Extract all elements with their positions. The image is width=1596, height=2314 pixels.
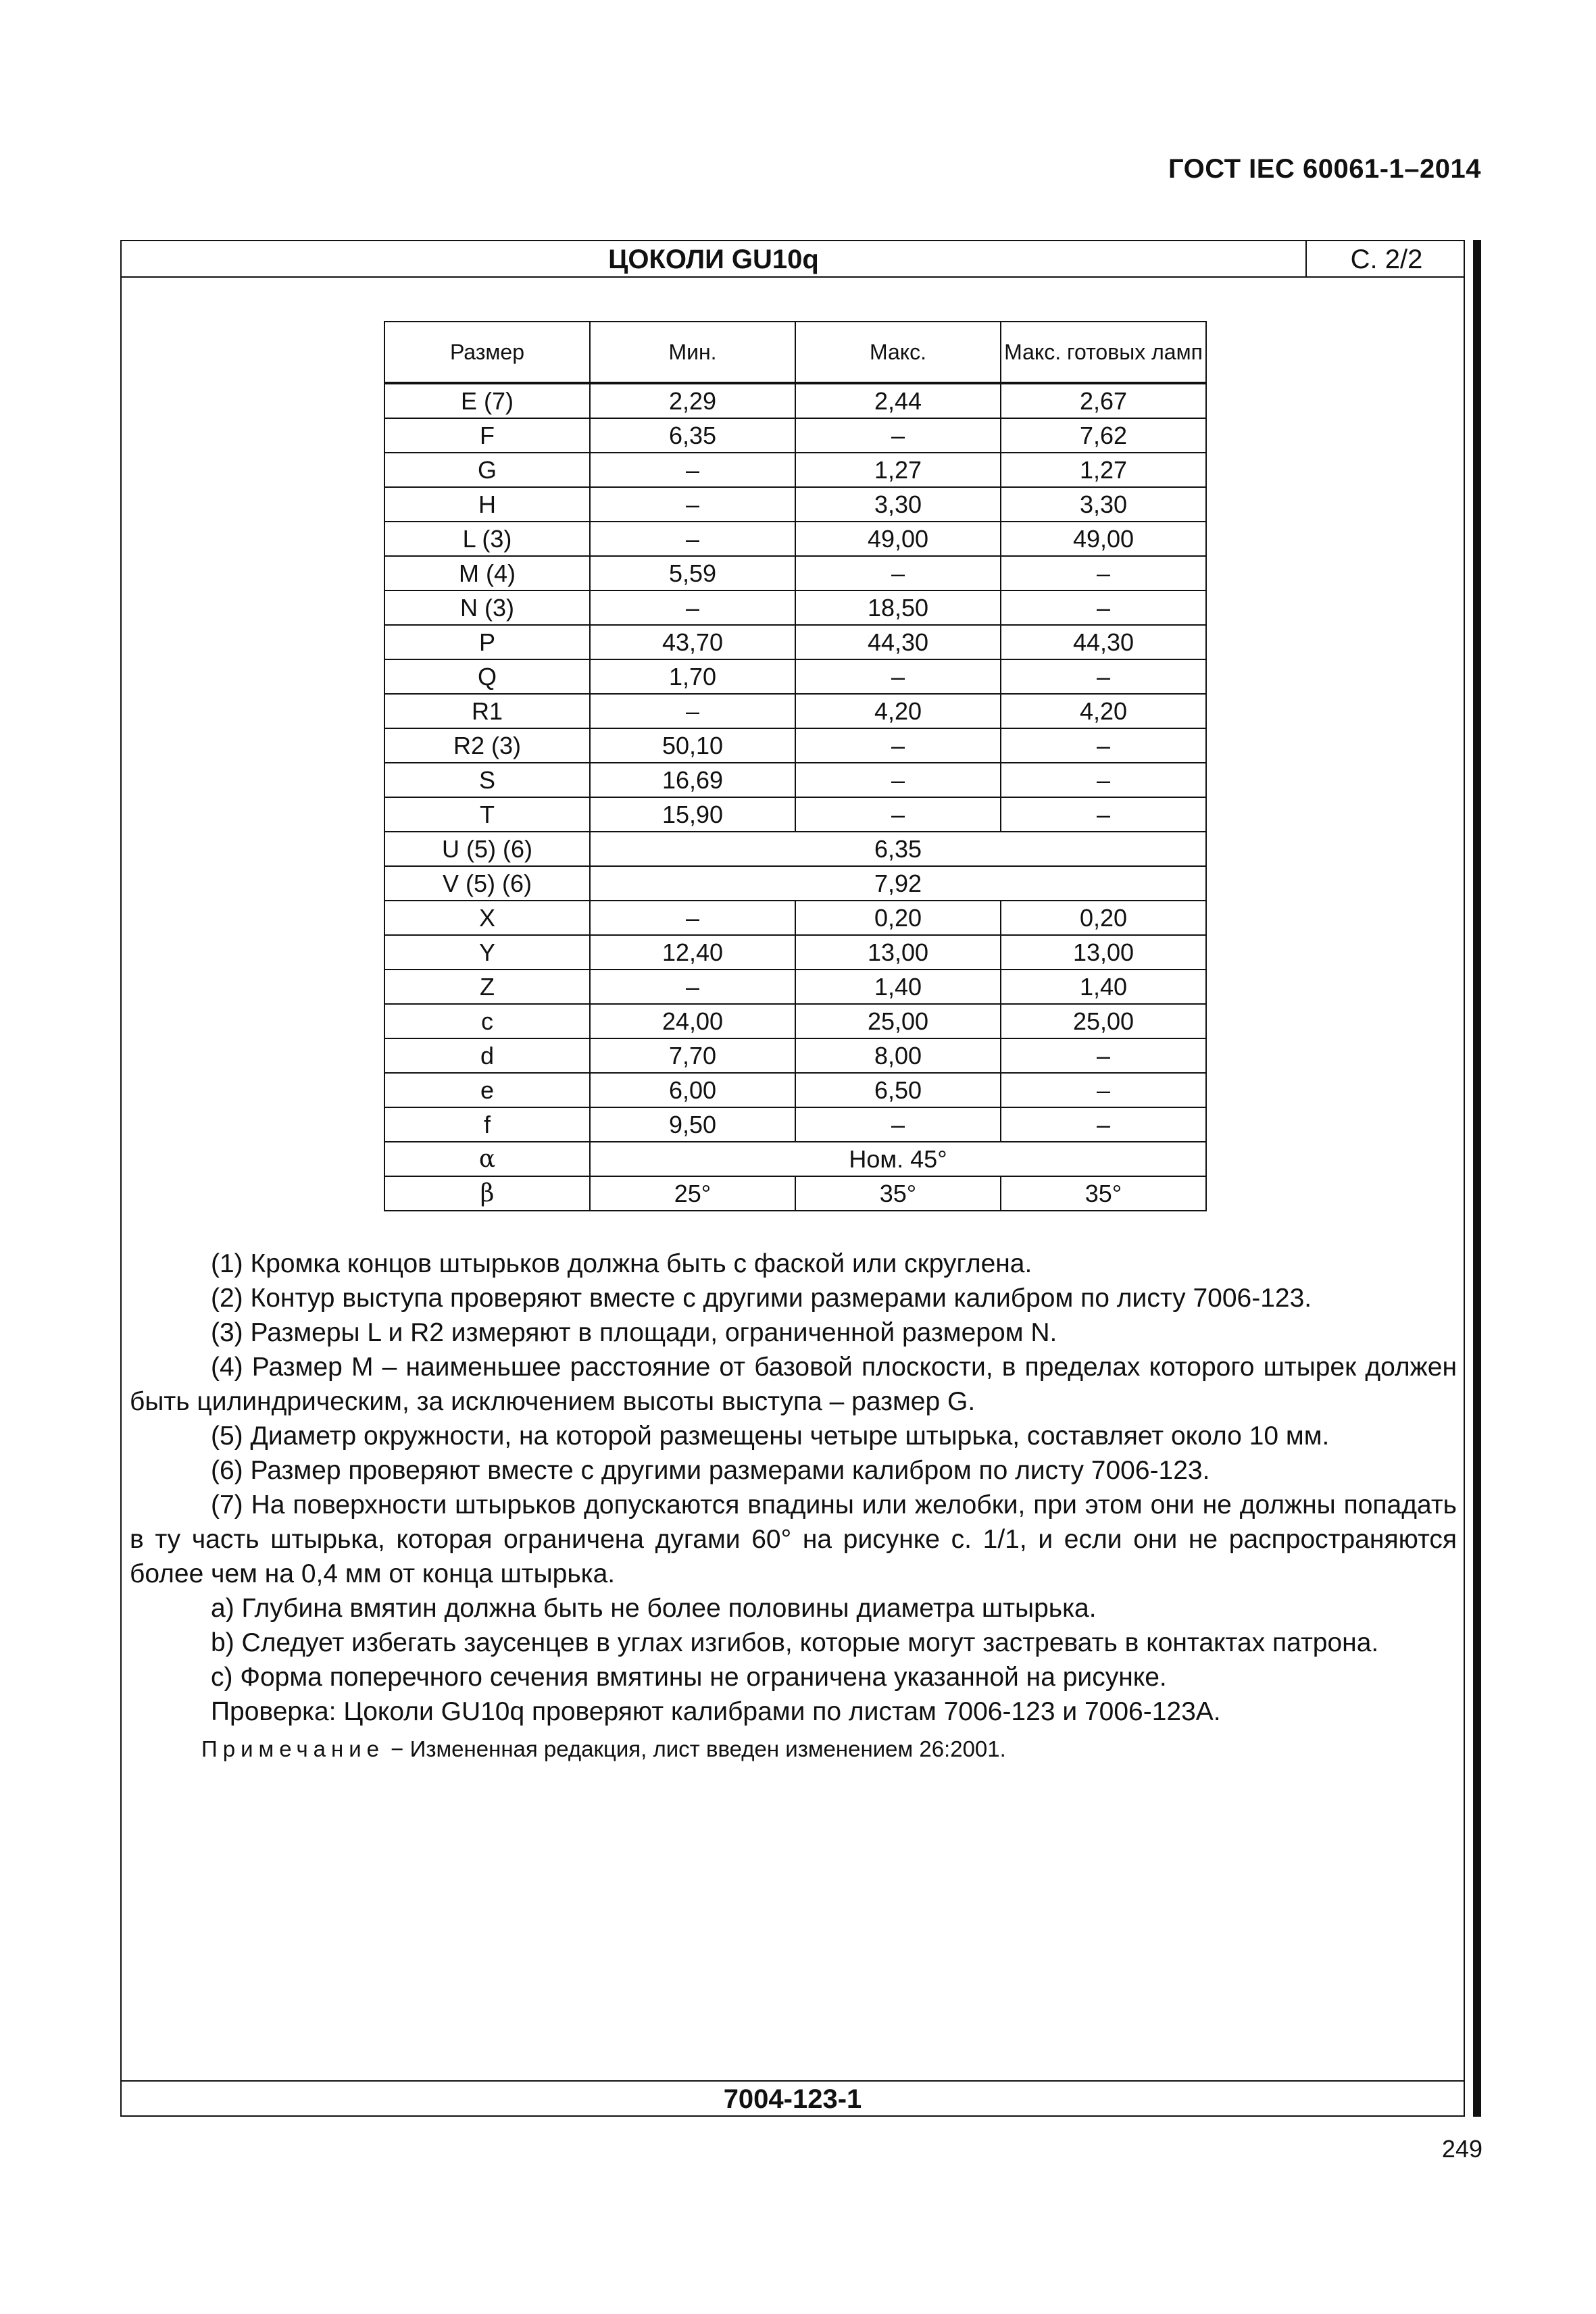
cell-min: 6,35 [590, 418, 795, 453]
cell-min: 50,10 [590, 728, 795, 763]
cell-size: H [384, 487, 590, 522]
table-row [384, 383, 1206, 418]
table-row [384, 694, 1206, 728]
table-row [384, 728, 1206, 763]
cell-size: N (3) [384, 590, 590, 625]
standard-sheet [120, 240, 1465, 2117]
cell-size: Y [384, 935, 590, 970]
remark [201, 1734, 1006, 1764]
cell-max: 44,30 [795, 625, 1001, 659]
cell-max-finished: – [1001, 1107, 1206, 1142]
cell-max: 18,50 [795, 590, 1001, 625]
note-7c: c) Форма поперечного сечения вмятины не ограничена указанной на рисунке. [211, 1663, 1167, 1692]
cell-max-finished: 44,30 [1001, 625, 1206, 659]
cell-max: – [795, 728, 1001, 763]
cell-max-finished: 49,00 [1001, 522, 1206, 556]
cell-min: 16,69 [590, 763, 795, 797]
cell-size: f [384, 1107, 590, 1142]
table-row [384, 1142, 1206, 1176]
cell-size: d [384, 1038, 590, 1073]
cell-size: S [384, 763, 590, 797]
cell-max: 0,20 [795, 901, 1001, 935]
cell-min: 24,00 [590, 1004, 795, 1038]
table-row [384, 901, 1206, 935]
cell-size: e [384, 1073, 590, 1107]
cell-min: 1,70 [590, 659, 795, 694]
cell-max: – [795, 659, 1001, 694]
cell-size: E (7) [384, 383, 590, 418]
cell-size: Q [384, 659, 590, 694]
remark-text: − Измененная редакция, лист введен изменением 26:2001. [384, 1736, 1006, 1761]
cell-min: 2,29 [590, 383, 795, 418]
cell-max: 6,50 [795, 1073, 1001, 1107]
cell-size: P [384, 625, 590, 659]
cell-size: V (5) (6) [384, 866, 590, 901]
cell-min: – [590, 487, 795, 522]
cell-max-finished: 1,40 [1001, 970, 1206, 1004]
cell-max-finished: 35° [1001, 1176, 1206, 1211]
cell-size: L (3) [384, 522, 590, 556]
cell-size: T [384, 797, 590, 832]
note-7a: a) Глубина вмятин должна быть не более половины диаметра штырька. [211, 1594, 1097, 1623]
cell-size: c [384, 1004, 590, 1038]
cell-max-finished: – [1001, 590, 1206, 625]
sheet-title: ЦОКОЛИ GU10q [608, 245, 819, 274]
cell-max: 13,00 [795, 935, 1001, 970]
cell-max-finished: – [1001, 763, 1206, 797]
note-4: (4) Размер M – наименьшее расстояние от базовой плоскости, в пределах которого штырек должен быть цилиндрическим, за исключением высоты выступа – размер G. [130, 1353, 1457, 1416]
note-7b: b) Следует избегать заусенцев в углах изгибов, которые могут застревать в контактах патрона. [211, 1628, 1379, 1657]
cell-max-finished: 0,20 [1001, 901, 1206, 935]
remark-label: Примечание [201, 1736, 385, 1761]
cell-max: 49,00 [795, 522, 1001, 556]
note-6: (6) Размер проверяют вместе с другими размерами калибром по листу 7006-123. [211, 1456, 1210, 1485]
verification-note: Проверка: Цоколи GU10q проверяют калибрами по листам 7006-123 и 7006-123A. [211, 1697, 1221, 1726]
cell-merged-value: 6,35 [590, 832, 1206, 866]
note-2: (2) Контур выступа проверяют вместе с другими размерами калибром по листу 7006-123. [211, 1284, 1312, 1313]
cell-min: – [590, 901, 795, 935]
sheet-page-indicator: С. 2/2 [1305, 241, 1466, 276]
cell-max-finished: 7,62 [1001, 418, 1206, 453]
cell-size: U (5) (6) [384, 832, 590, 866]
cell-max: 35° [795, 1176, 1001, 1211]
table-row [384, 625, 1206, 659]
cell-min: – [590, 970, 795, 1004]
cell-max-finished: – [1001, 797, 1206, 832]
note-1: (1) Кромка концов штырьков должна быть с фаской или скруглена. [211, 1249, 1032, 1278]
table-row [384, 1073, 1206, 1107]
cell-min: 9,50 [590, 1107, 795, 1142]
cell-max-finished: 13,00 [1001, 935, 1206, 970]
table-header-row [384, 322, 1206, 383]
dimensions-table [384, 321, 1207, 1211]
note-5: (5) Диаметр окружности, на которой размещены четыре штырька, составляет около 10 мм. [211, 1422, 1330, 1451]
cell-min: 5,59 [590, 556, 795, 590]
note-3: (3) Размеры L и R2 измеряют в площади, ограниченной размером N. [211, 1318, 1057, 1347]
table-row [384, 935, 1206, 970]
cell-max-finished: – [1001, 659, 1206, 694]
cell-min: – [590, 522, 795, 556]
header-min: Мин. [590, 322, 795, 383]
table-row [384, 1038, 1206, 1073]
cell-max-finished: 3,30 [1001, 487, 1206, 522]
table-row [384, 522, 1206, 556]
notes-section [130, 1247, 1457, 1729]
cell-max: 3,30 [795, 487, 1001, 522]
cell-merged-value: 7,92 [590, 866, 1206, 901]
page-number: 249 [1441, 2135, 1482, 2163]
cell-max-finished: 2,67 [1001, 383, 1206, 418]
cell-size: R1 [384, 694, 590, 728]
cell-max: 1,40 [795, 970, 1001, 1004]
sheet-footer-id: 7004-123-1 [122, 2080, 1464, 2115]
cell-max-finished: 4,20 [1001, 694, 1206, 728]
cell-max: 8,00 [795, 1038, 1001, 1073]
cell-max: 1,27 [795, 453, 1001, 487]
cell-min: 12,40 [590, 935, 795, 970]
table-row [384, 659, 1206, 694]
cell-min: – [590, 453, 795, 487]
cell-min: 25° [590, 1176, 795, 1211]
table-row [384, 1176, 1206, 1211]
cell-min: 15,90 [590, 797, 795, 832]
header-max-finished-lamps: Макс. готовых ламп [1001, 322, 1206, 383]
cell-size: F [384, 418, 590, 453]
cell-max: 25,00 [795, 1004, 1001, 1038]
table-row [384, 797, 1206, 832]
cell-size: β [384, 1176, 590, 1211]
table-row [384, 970, 1206, 1004]
cell-max: – [795, 556, 1001, 590]
cell-size: Z [384, 970, 590, 1004]
cell-min: – [590, 590, 795, 625]
table-row [384, 866, 1206, 901]
cell-size: X [384, 901, 590, 935]
cell-max-finished: 1,27 [1001, 453, 1206, 487]
table-row [384, 418, 1206, 453]
cell-min: 7,70 [590, 1038, 795, 1073]
cell-size: G [384, 453, 590, 487]
sheet-right-border [1473, 240, 1481, 2117]
cell-max: 2,44 [795, 383, 1001, 418]
cell-max-finished: – [1001, 728, 1206, 763]
cell-max: – [795, 418, 1001, 453]
cell-max-finished: – [1001, 1038, 1206, 1073]
cell-max: – [795, 763, 1001, 797]
cell-max-finished: – [1001, 556, 1206, 590]
header-max: Макс. [795, 322, 1001, 383]
cell-max: 4,20 [795, 694, 1001, 728]
cell-min: – [590, 694, 795, 728]
table-row [384, 556, 1206, 590]
table-row [384, 453, 1206, 487]
cell-max-finished: – [1001, 1073, 1206, 1107]
table-row [384, 832, 1206, 866]
cell-size: M (4) [384, 556, 590, 590]
note-7: (7) На поверхности штырьков допускаются впадины или желобки, при этом они не должны попадать в ту часть штырька, которая ограничена дугами 60° на рисунке с. 1/1, и если они не распространяются более чем на 0,4 мм от конца штырька. [130, 1490, 1457, 1588]
table-row [384, 590, 1206, 625]
cell-max: – [795, 797, 1001, 832]
table-row [384, 1004, 1206, 1038]
cell-size: α [384, 1142, 590, 1176]
table-row [384, 763, 1206, 797]
sheet-header [122, 241, 1464, 278]
cell-min: 43,70 [590, 625, 795, 659]
cell-size: R2 (3) [384, 728, 590, 763]
header-size: Размер [384, 322, 590, 383]
document-code: ГОСТ IEC 60061-1–2014 [1168, 154, 1481, 184]
cell-min: 6,00 [590, 1073, 795, 1107]
cell-merged-value: Ном. 45° [590, 1142, 1206, 1176]
cell-max-finished: 25,00 [1001, 1004, 1206, 1038]
cell-max: – [795, 1107, 1001, 1142]
table-row [384, 487, 1206, 522]
table-row [384, 1107, 1206, 1142]
